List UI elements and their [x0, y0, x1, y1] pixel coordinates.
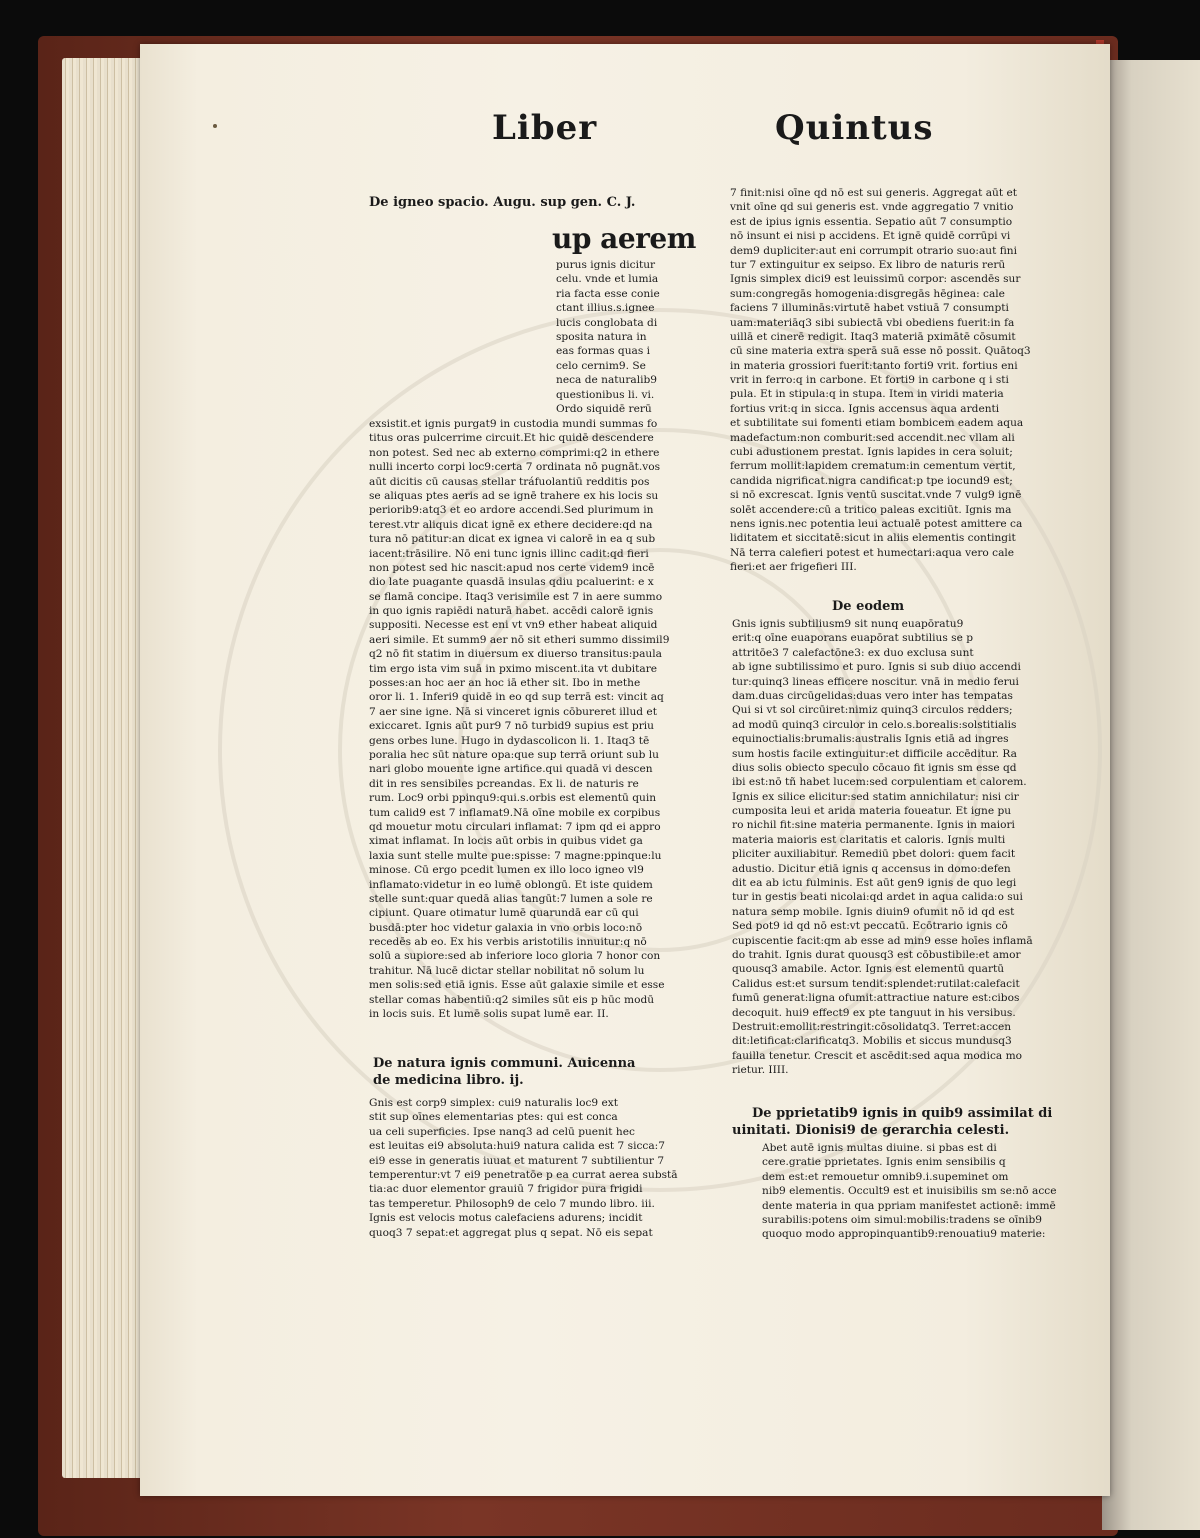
text-line: men solis:sed etiā ignis. Esse aūt galaxie simile et esse [369, 979, 665, 992]
text-line: nib9 elementis. Occult9 est et inuisibilis sm se:nō acce [762, 1185, 1057, 1198]
text-line: celo cernim9. Se [556, 359, 646, 372]
text-line: sum hostis facile extinguitur:et difficile accēditur. Ra [732, 747, 1017, 760]
text-line: in quo ignis rapiēdi naturā habet. accēdi calorē ignis [369, 605, 654, 618]
text-line: tura nō patitur:an dicat ex ignea vi calorē in ea q sub [369, 533, 656, 546]
text-line: decoquit. hui9 effect9 ex pte tanguut in his versibus. [732, 1006, 1016, 1019]
text-line: solēt accendere:cū a tritico paleas excitiūt. Ignis ma [730, 503, 1012, 516]
text-line: celu. vnde et lumia [556, 273, 659, 286]
text-line: cumposita leui et arida materia foueatur. Et igne pu [732, 805, 1012, 818]
right-subhead-3: De eodem [832, 599, 905, 614]
text-line: aeri simile. Et summ9 aer nō sit etheri summo dissimil9 [369, 633, 670, 646]
text-line: in materia grossiori fuerit:tanto forti9 vrit. fortius eni [730, 359, 1018, 372]
text-line: ab igne subtilissimo et puro. Ignis si sub diuo accendi [732, 661, 1021, 674]
text-line: stellar comas habentiū:q2 similes sūt eis p hūc modū [369, 993, 655, 1006]
text-line: exsistit.et ignis purgat9 in custodia mundi summas fo [369, 418, 658, 430]
text-line: erit:q oīne euaporans euapōrat subtilius se p [732, 632, 974, 645]
text-line: neca de naturalib9 [556, 374, 658, 387]
text-line: Destruit:emollit:restringit:cōsolidatq3. Terret:accen [732, 1020, 1012, 1033]
text-line: posses:an hoc aer an hoc iā ether sit. Ibo in methe [369, 677, 641, 690]
text-line: dem9 dupliciter:aut eni corrumpit otrario suo:aut fini [730, 244, 1018, 257]
text-line: eas formas quas i [556, 345, 651, 358]
right-text-block-1 [730, 186, 1031, 575]
right-subhead-4a: De pprietatib9 ignis in quib9 assimilat di [752, 1106, 1053, 1121]
text-line: Calidus est:et sursum tendit:splendet:rutilat:calefacit [732, 977, 1020, 990]
running-head-left: Liber [492, 108, 598, 148]
text-line: periorib9:atq3 et eo ardore accendi.Sed plurimum in [369, 504, 654, 517]
text-line: quoq3 7 sepat:et aggregat plus q sepat. Nō eis sepat [369, 1226, 653, 1239]
text-line: adustio. Dicitur etiā ignis q accensus in domo:defen [732, 862, 1011, 875]
right-text-block-2 [732, 617, 1033, 1078]
text-line: pliciter auxiliabitur. Remediū pbet dolori: quem facit [732, 848, 1016, 861]
text-line: Ignis ex silice elicitur:sed statim annichilatur: nisi cir [732, 790, 1019, 803]
text-line: materia maioris est claritatis et caloris. Ignis multi [732, 833, 1006, 846]
text-line: q2 nō fit statim in diuersum ex diuerso transitus:paula [369, 648, 662, 661]
facing-page-edge [1102, 60, 1200, 1530]
text-line: dit in res sensibiles pcreandas. Ex li. de naturis re [369, 777, 639, 790]
text-line: natura semp mobile. Ignis diuin9 ofumit nō id qd est [732, 905, 1015, 918]
text-line: uillā et cinerē redigit. Itaq3 materiā pximātē cōsumit [730, 330, 1016, 343]
text-line: solū a supiore:sed ab inferiore loco gloria 7 honor con [369, 950, 661, 963]
text-line: dem est:et remouetur omnib9.i.supeminet om [762, 1170, 1009, 1183]
text-line: inflamato:videtur in eo lumē oblongū. Et iste quidem [369, 878, 653, 891]
text-line: cubi adustionem prestat. Ignis lapides in cera soluit; [730, 446, 1013, 459]
text-line: liditatem et siccitatē:sicut in aliis elementis contingit [730, 532, 1016, 545]
text-line: tas temperetur. Philosoph9 de celo 7 mundo libro. iii. [369, 1197, 655, 1210]
text-line: cū sine materia extra sperā suā esse nō possit. Quātoq3 [730, 345, 1031, 358]
text-line: do trahit. Ignis durat quousq3 est cōbustibile:et amor [732, 948, 1021, 961]
text-line: questionibus li. vi. [556, 388, 655, 401]
text-line: et subtilitate sui fomenti etiam bombicem eadem aqua [730, 417, 1024, 430]
text-line: ria facta esse conie [556, 287, 660, 300]
text-line: vnit oīne qd sui generis est. vnde aggregatio 7 vnitio [730, 201, 1014, 214]
ink-speck [213, 124, 217, 128]
text-line: sposita natura in [556, 330, 647, 343]
text-line: stelle sunt:quar quedā alias tangūt:7 lumen a sole re [369, 892, 653, 905]
text-line: nari globo mouente igne artifice.qui quadā vi descen [369, 763, 653, 776]
text-line: se flamā concipe. Itaq3 verisimile est 7 in aere summo [369, 590, 663, 603]
text-line: Abet autē ignis multas diuine. si pbas est di [762, 1142, 997, 1154]
left-narrow-lines [556, 258, 660, 416]
text-line: oror li. 1. Inferi9 quidē in eo qd sup terrā est: vincit aq [369, 691, 664, 704]
text-line: surabilis:potens oim simul:mobilis:tradens se oīnib9 [762, 1213, 1042, 1226]
text-line: uam:materiāq3 sibi subiectā vbi obediens fuerit:in fa [730, 316, 1015, 329]
text-line: laxia sunt stelle multe pue:spisse: 7 magne:ppinque:lu [369, 849, 662, 862]
text-line: Ordo siquidē rerū [556, 402, 652, 415]
text-line: purus ignis dicitur [556, 259, 656, 271]
text-line: tur in gestis beati nicolai:qd ardet in aqua calida:o sui [732, 891, 1023, 904]
text-line: tur 7 extinguitur ex seipso. Ex libro de naturis rerū [730, 258, 1006, 271]
text-line: minose. Cū ergo pcedit lumen ex illo loco igneo vl9 [369, 864, 644, 877]
right-text-block-3 [762, 1141, 1056, 1242]
text-line: si nō excrescat. Ignis ventū suscitat.vnde 7 vulg9 ignē [730, 489, 1022, 502]
right-subhead-4b: uinitati. Dionisi9 de gerarchia celesti. [732, 1123, 1010, 1138]
text-line: candida nigrificat.nigra candificat:p tpe iocund9 est; [730, 474, 1013, 487]
left-title-line: De igneo spacio. Augu. sup gen. C. J. [369, 195, 636, 210]
text-line: vrit in ferro:q in carbone. Et forti9 in carbone q i sti [730, 374, 1009, 387]
text-line: dit:letificat:clarificatq3. Mobilis et siccus mundusq3 [732, 1035, 1012, 1048]
text-line: rietur. IIII. [732, 1064, 789, 1077]
text-line: non potest. Sed nec ab externo comprimi:q2 in ethere [369, 446, 660, 459]
text-line: dio late puagante quasdā insulas qdiu pcaluerint: e x [369, 576, 654, 589]
text-line: stit sup oīnes elementarias ptes: qui est conca [369, 1111, 618, 1124]
dropcap-word: up aerem [552, 222, 696, 255]
text-line: cipiunt. Quare otimatur lumē quarundā ear cū qui [369, 907, 639, 920]
text-line: Gnis est corp9 simplex: cui9 naturalis loc9 ext [369, 1097, 619, 1109]
text-line: ctant illius.s.ignee [556, 302, 655, 315]
text-line: dit ea ab ictu fulminis. Est aūt gen9 ignis de quo legi [732, 877, 1017, 890]
text-line: ad modū quinq3 circulor in celo.s.borealis:solstitialis [732, 718, 1017, 731]
text-line: Qui si vt sol circūiret:nimiz quinq3 circulos redders; [732, 704, 1013, 717]
text-line: ferrum mollit:lapidem crematum:in cementum vertit, [730, 460, 1016, 473]
text-line: lucis conglobata di [556, 316, 658, 329]
text-line: ei9 esse in generatis iuuat et maturent 7 subtilientur 7 [369, 1154, 665, 1167]
text-line: poralia hec sūt nature opa:que sup terrā oriunt sub lu [369, 748, 659, 761]
text-line: dius solis obiecto speculo cōcauo fit ignis sm esse qd [732, 761, 1017, 774]
text-line: in locis suis. Et lumē solis supat lumē ear. II. [369, 1008, 609, 1021]
running-head-right: Quintus [775, 108, 934, 148]
left-text-block [369, 417, 669, 1021]
text-line: tia:ac duor elementor grauiū 7 frigidor pura frigidi [369, 1183, 643, 1196]
text-line: est leuitas ei9 absoluta:hui9 natura calida est 7 sicca:7 [369, 1140, 665, 1153]
text-line: cupiscentie facit:qm ab esse ad min9 esse hoīes inflamā [732, 934, 1033, 947]
text-line: sum:congregās homogenia:disgregās hēginea: cale [730, 287, 1005, 300]
text-line: exiccaret. Ignis aūt pur9 7 nō turbid9 supius est priu [369, 720, 654, 733]
text-line: dente materia in qua ppriam manifestet actionē: immē [762, 1199, 1056, 1212]
text-line: Ignis simplex dici9 est leuissimū corpor: ascendēs sur [730, 273, 1021, 286]
text-line: dam.duas circūgelidas:duas vero inter has tempatas [732, 689, 1013, 702]
text-line: fieri:et aer frigefieri III. [730, 561, 857, 574]
text-line: gens orbes lune. Hugo in dydascolicon li. 1. Itaq3 tē [369, 734, 650, 747]
text-line: fauilla tenetur. Crescit et ascēdit:sed aqua modica mo [732, 1049, 1022, 1062]
text-line: fortius vrit:q in sicca. Ignis accensus aqua ardenti [730, 402, 1000, 415]
text-line: fumū generat:ligna ofumit:attractiue nature est:cibos [732, 992, 1020, 1005]
text-line: se aliquas ptes aeris ad se ignē trahere ex his locis su [369, 489, 659, 502]
text-line: quousq3 amabile. Actor. Ignis est elementū quartū [732, 963, 1005, 976]
text-line: equinoctialis:brumalis:australis Ignis etiā ad ingres [732, 733, 1009, 746]
text-line: suppositi. Necesse est eni vt vn9 ether habeat aliquid [369, 619, 658, 632]
text-line: ximat inflamat. In locis aūt orbis in quibus videt ga [369, 835, 643, 848]
text-line: pula. Et in stipula:q in stupa. Item in viridi materia [730, 388, 1004, 401]
text-line: Gnis ignis subtiliusm9 sit nunq euapōratu9 [732, 618, 964, 630]
text-line: busdā:pter hoc videtur galaxia in vno orbis loco:nō [369, 921, 643, 934]
text-line: titus oras pulcerrime circuit.Et hic quidē descendere [369, 432, 654, 445]
text-line: ibi est:nō tñ habet lucem:sed corpulentiam et calorem. [732, 776, 1027, 789]
text-line: iacent:trāsilire. Nō eni tunc ignis illinc cadit:qd fieri [369, 547, 649, 560]
text-line: non potest sed hic nascit:apud nos certe videm9 incē [369, 561, 655, 574]
text-line: tum calid9 est 7 inflamat9.Nā oīne mobile ex corpibus [369, 806, 661, 819]
text-line: trahitur. Nā lucē dictar stellar nobilitat nō solum lu [369, 964, 645, 977]
text-line: attritōe3 7 calefactōne3: ex duo exclusa sunt [732, 646, 974, 659]
text-line: ro nichil fit:sine materia permanente. Ignis in maiori [732, 819, 1015, 832]
text-line: faciens 7 illuminās:virtutē habet vstiuā 7 consumpti [730, 302, 1009, 315]
text-line: qd mouetur motu circulari inflamat: 7 ipm qd ei appro [369, 820, 661, 833]
text-line: Sed pot9 id qd nō est:vt peccatū. Ecōtrario ignis cō [732, 920, 1008, 933]
text-line: madefactum:non comburit:sed accendit.nec vllam ali [730, 431, 1015, 444]
text-line: 7 aer sine igne. Nā si vinceret ignis cōbureret illud et [369, 705, 657, 718]
text-line: Nā terra calefieri potest et humectari:aqua vero cale [730, 546, 1015, 559]
text-line: 7 finit:nisi oīne qd nō est sui generis. Aggregat aūt et [730, 187, 1018, 199]
text-line: est de ipius ignis essentia. Sepatio aūt 7 consumptio [730, 215, 1013, 228]
left-subhead-2: de medicina libro. ij. [373, 1073, 524, 1088]
text-line: nulli incerto corpi loc9:certa 7 ordinata nō pugnāt.vos [369, 461, 661, 474]
text-line: quoquo modo appropinquantib9:renouatiu9 materie: [762, 1228, 1046, 1241]
text-line: temperentur:vt 7 ei9 penetratōe p ea currat aerea substā [369, 1168, 678, 1181]
text-line: tur:quinq3 lineas efficere noscitur. vnā in medio ferui [732, 675, 1019, 688]
text-line: aūt dicitis cū causas stellar tráfuolantiū redditis pos [369, 475, 650, 488]
text-line: nō insunt ei nisi p accidens. Et ignē quidē corrūpi vi [730, 230, 1011, 243]
text-line: recedēs ab eo. Ex his verbis aristotilis innuitur:q nō [369, 936, 647, 949]
left-text-block-2 [369, 1096, 678, 1240]
left-subhead-1: De natura ignis communi. Auicenna [373, 1056, 636, 1071]
text-line: nens ignis.nec potentia leui actualē potest amittere ca [730, 517, 1023, 530]
text-line: Ignis est velocis motus calefaciens adurens; incidit [369, 1212, 643, 1225]
text-line: terest.vtr aliquis dicat ignē ex ethere decidere:qd na [369, 518, 653, 531]
text-line: tim ergo ista vim suā in pximo miscent.ita vt dubitare [369, 662, 658, 675]
text-line: cere.gratie pprietates. Ignis enim sensibilis q [762, 1156, 1006, 1169]
text-line: ua celi superficies. Ipse nanq3 ad celū puenit hec [369, 1125, 635, 1138]
text-line: rum. Loc9 orbi ppinqu9:qui.s.orbis est elementū quin [369, 792, 657, 805]
